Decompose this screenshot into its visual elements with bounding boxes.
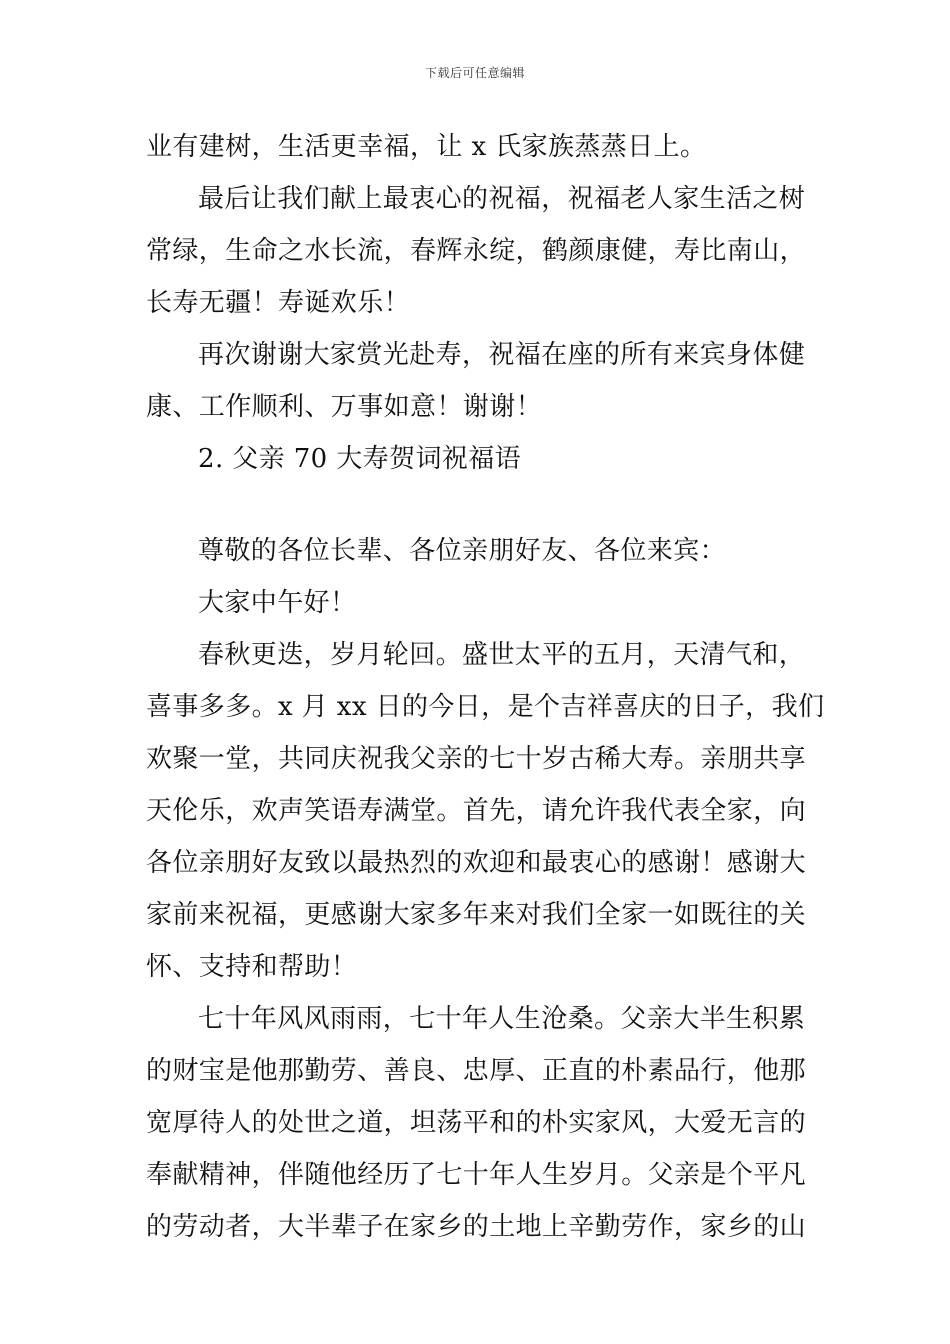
text-line: 的劳动者，大半辈子在家乡的土地上辛勤劳作，家乡的山 (146, 1212, 807, 1242)
text-line: 再次谢谢大家赏光赴寿，祝福在座的所有来宾身体健 (198, 340, 806, 370)
text-line: 七十年风风雨雨，七十年人生沧桑。父亲大半生积累 (198, 1004, 806, 1034)
text-line: 喜事多多。x 月 xx 日的今日，是个吉祥喜庆的日子，我们 (146, 692, 825, 722)
text-line: 常绿，生命之水长流，春辉永绽，鹤颜康健，寿比南山， (146, 236, 807, 266)
section-heading: 2. 父亲 70 大寿贺词祝福语 (198, 444, 522, 474)
text-line: 天伦乐，欢声笑语寿满堂。首先，请允许我代表全家，向 (146, 796, 807, 826)
page-header: 下载后可任意编辑 (424, 66, 525, 80)
text-line: 业有建树，生活更幸福，让 x 氏家族蒸蒸日上。 (146, 132, 707, 162)
text-line: 长寿无疆！寿诞欢乐！ (146, 288, 411, 318)
text-line: 各位亲朋好友致以最热烈的欢迎和最衷心的感谢！感谢大 (146, 848, 807, 878)
text-line: 奉献精神，伴随他经历了七十年人生岁月。父亲是个平凡 (146, 1160, 807, 1190)
text-line: 康、工作顺利、万事如意！谢谢！ (146, 392, 543, 422)
text-line: 大家中午好！ (198, 588, 357, 618)
text-line: 尊敬的各位长辈、各位亲朋好友、各位来宾： (198, 536, 727, 566)
text-line: 家前来祝福，更感谢大家多年来对我们全家一如既往的关 (146, 900, 807, 930)
document-body (146, 121, 825, 1253)
text-line: 宽厚待人的处世之道，坦荡平和的朴实家风，大爱无言的 (146, 1108, 807, 1138)
text-line: 最后让我们献上最衷心的祝福，祝福老人家生活之树 (198, 184, 806, 214)
text-line: 的财宝是他那勤劳、善良、忠厚、正直的朴素品行，他那 (146, 1056, 807, 1086)
text-line: 春秋更迭，岁月轮回。盛世太平的五月，天清气和， (198, 640, 806, 670)
blank-line (146, 485, 808, 525)
text-line: 怀、支持和帮助！ (146, 952, 358, 982)
text-line: 欢聚一堂，共同庆祝我父亲的七十岁古稀大寿。亲朋共享 (146, 744, 807, 774)
